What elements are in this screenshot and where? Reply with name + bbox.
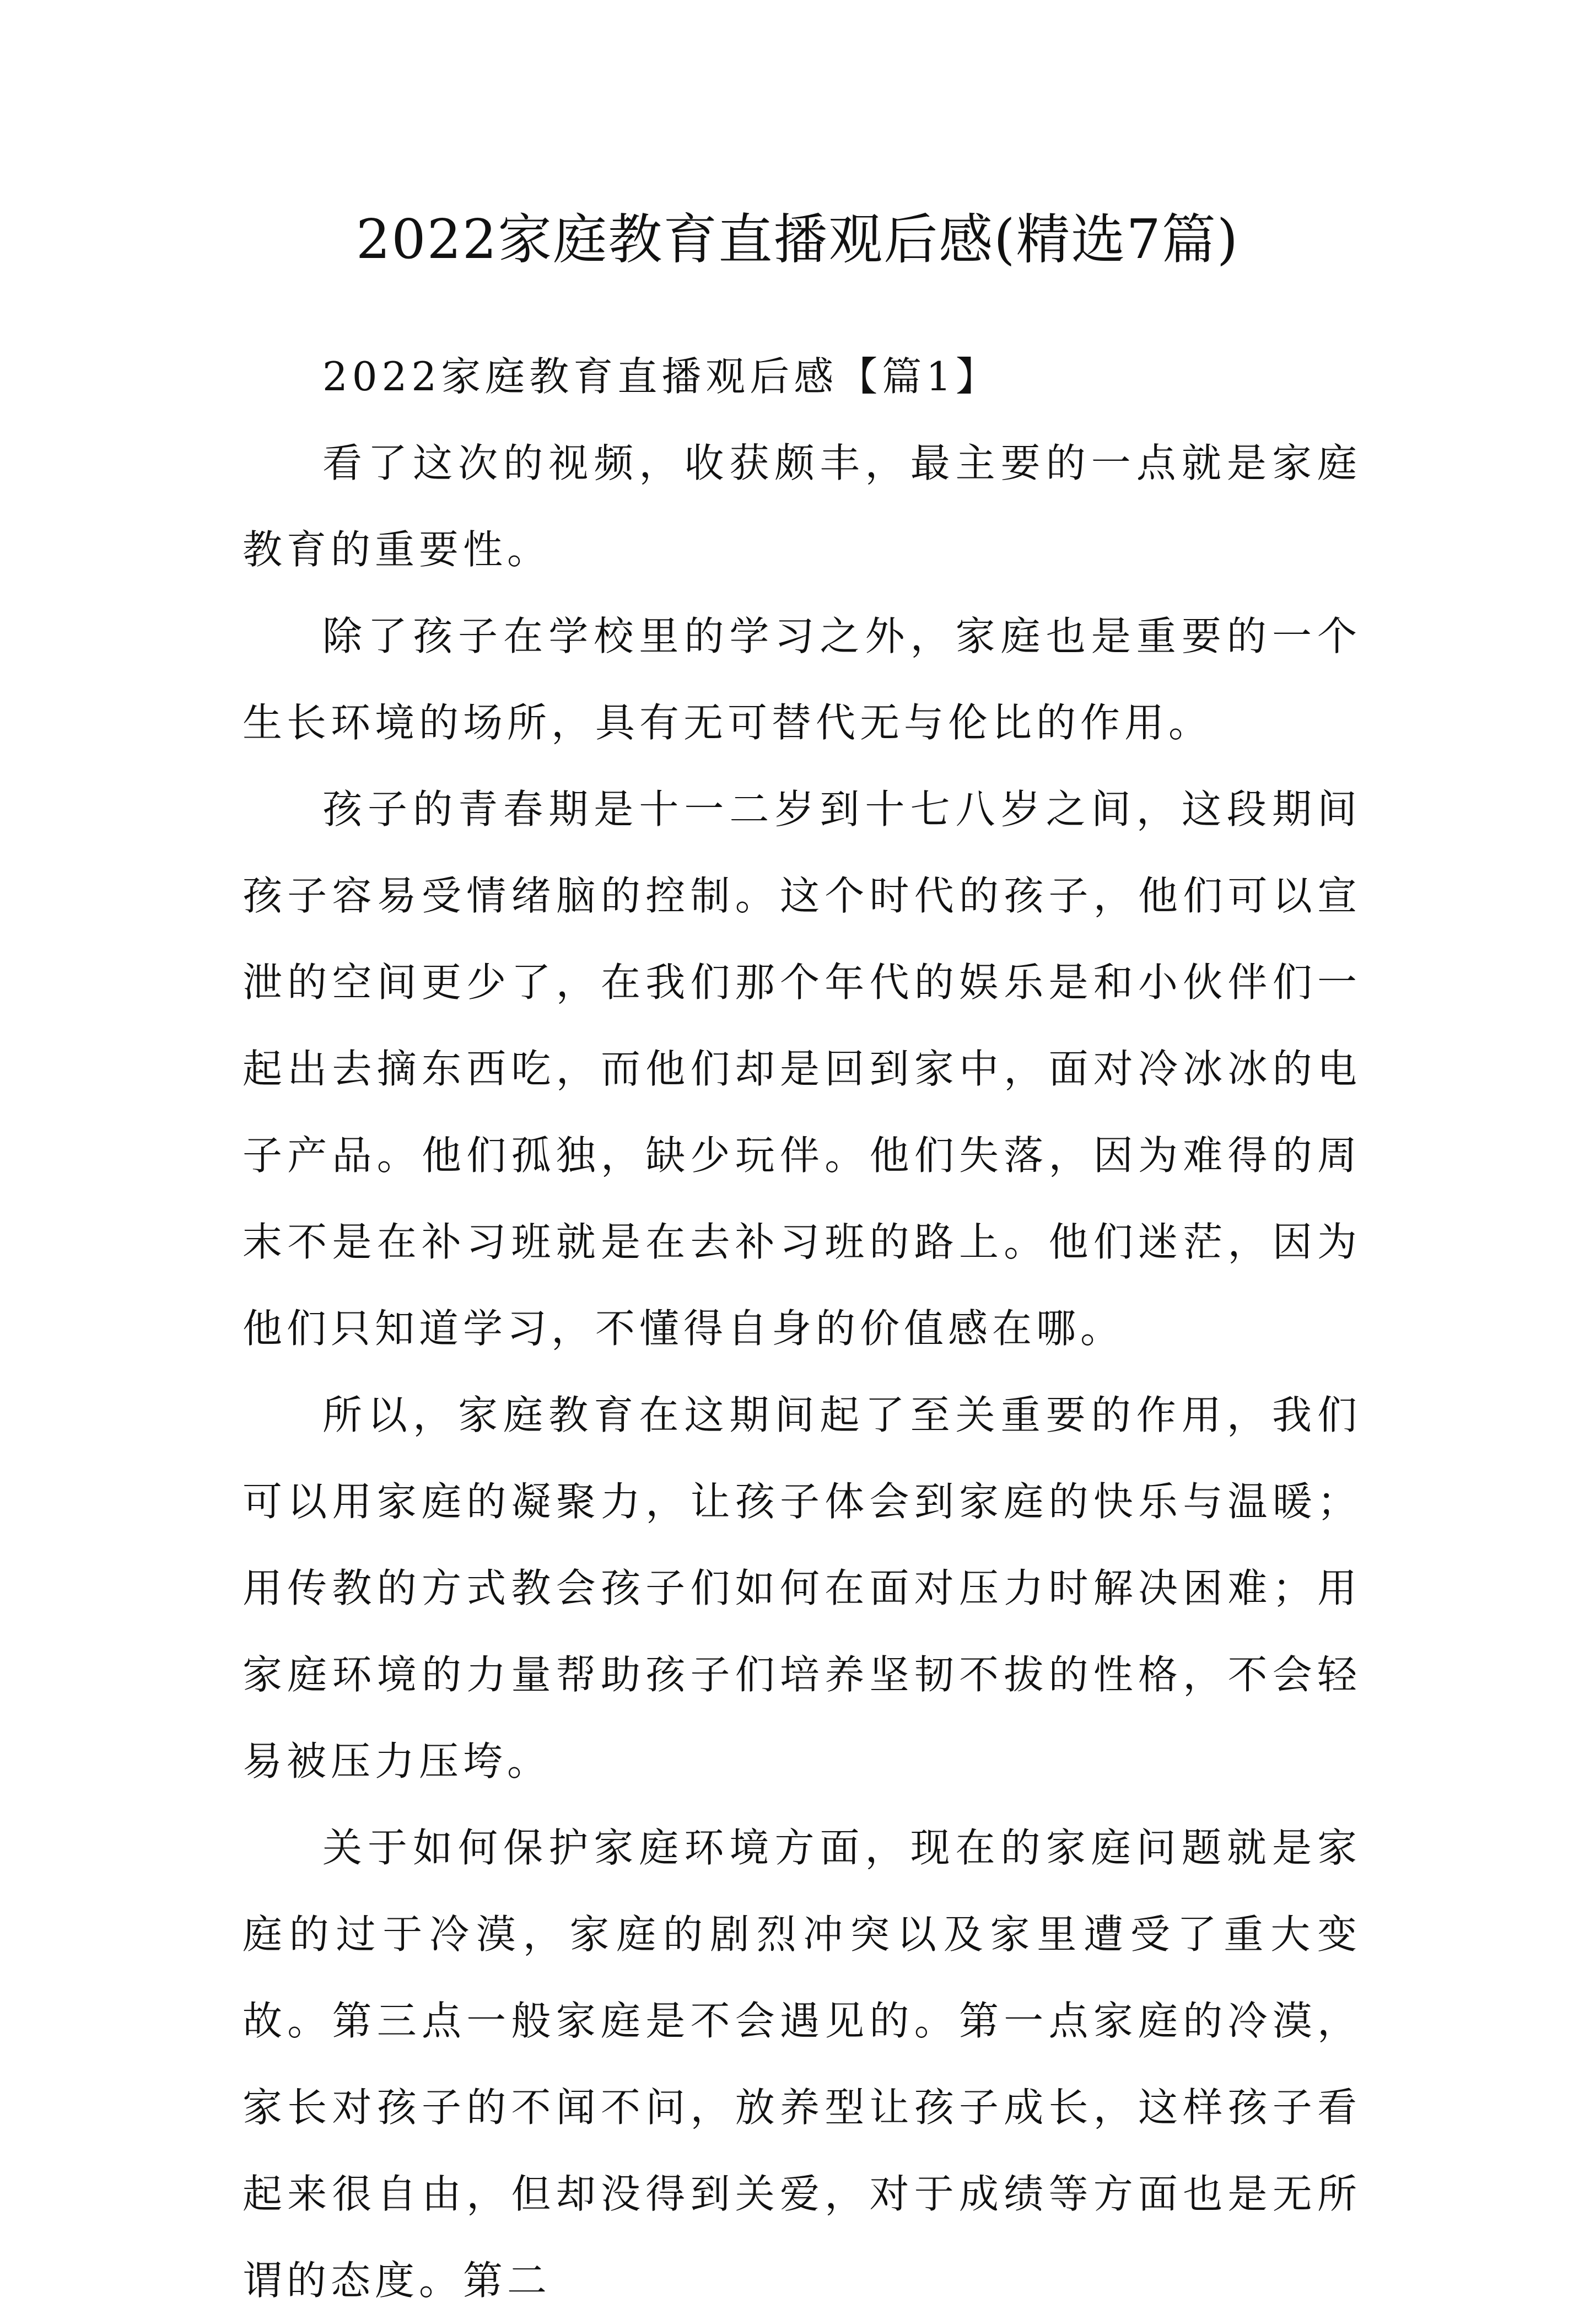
paragraph: 看了这次的视频，收获颇丰，最主要的一点就是家庭教育的重要性。 (243, 440, 1361, 573)
document-title: 2022家庭教育直播观后感(精选7篇) (355, 208, 1240, 271)
section-heading: 2022家庭教育直播观后感【篇1】 (322, 353, 1000, 400)
paragraph: 所以，家庭教育在这期间起了至关重要的作用，我们可以用家庭的凝聚力，让孩子体会到家庭的快乐与温暖；用传教的方式教会孩子们如何在面对压力时解决困难；用家庭环境的力量帮助孩子们培养坚韧不拔的性格，不会轻易被压力压垮。 (243, 1392, 1361, 1784)
paragraph: 除了孩子在学校里的学习之外，家庭也是重要的一个生长环境的场所，具有无可替代无与伦比的作用。 (243, 613, 1361, 746)
paragraph: 孩子的青春期是十一二岁到十七八岁之间，这段期间孩子容易受情绪脑的控制。这个时代的孩子，他们可以宣泄的空间更少了，在我们那个年代的娱乐是和小伙伴们一起出去摘东西吃，而他们却是回到家中，面对冷冰冰的电子产品。他们孤独，缺少玩伴。他们失落，因为难得的周末不是在补习班就是在去补习班的路上。他们迷茫，因为他们只知道学习，不懂得自身的价值感在哪。 (243, 786, 1361, 1352)
document-body (243, 333, 1361, 2324)
paragraph: 关于如何保护家庭环境方面，现在的家庭问题就是家庭的过于冷漠，家庭的剧烈冲突以及家里遭受了重大变故。第三点一般家庭是不会遇见的。第一点家庭的冷漠，家长对孩子的不闻不问，放养型让孩子成长，这样孩子看起来很自由，但却没得到关爱，对于成绩等方面也是无所谓的态度。第二 (243, 1825, 1361, 2304)
